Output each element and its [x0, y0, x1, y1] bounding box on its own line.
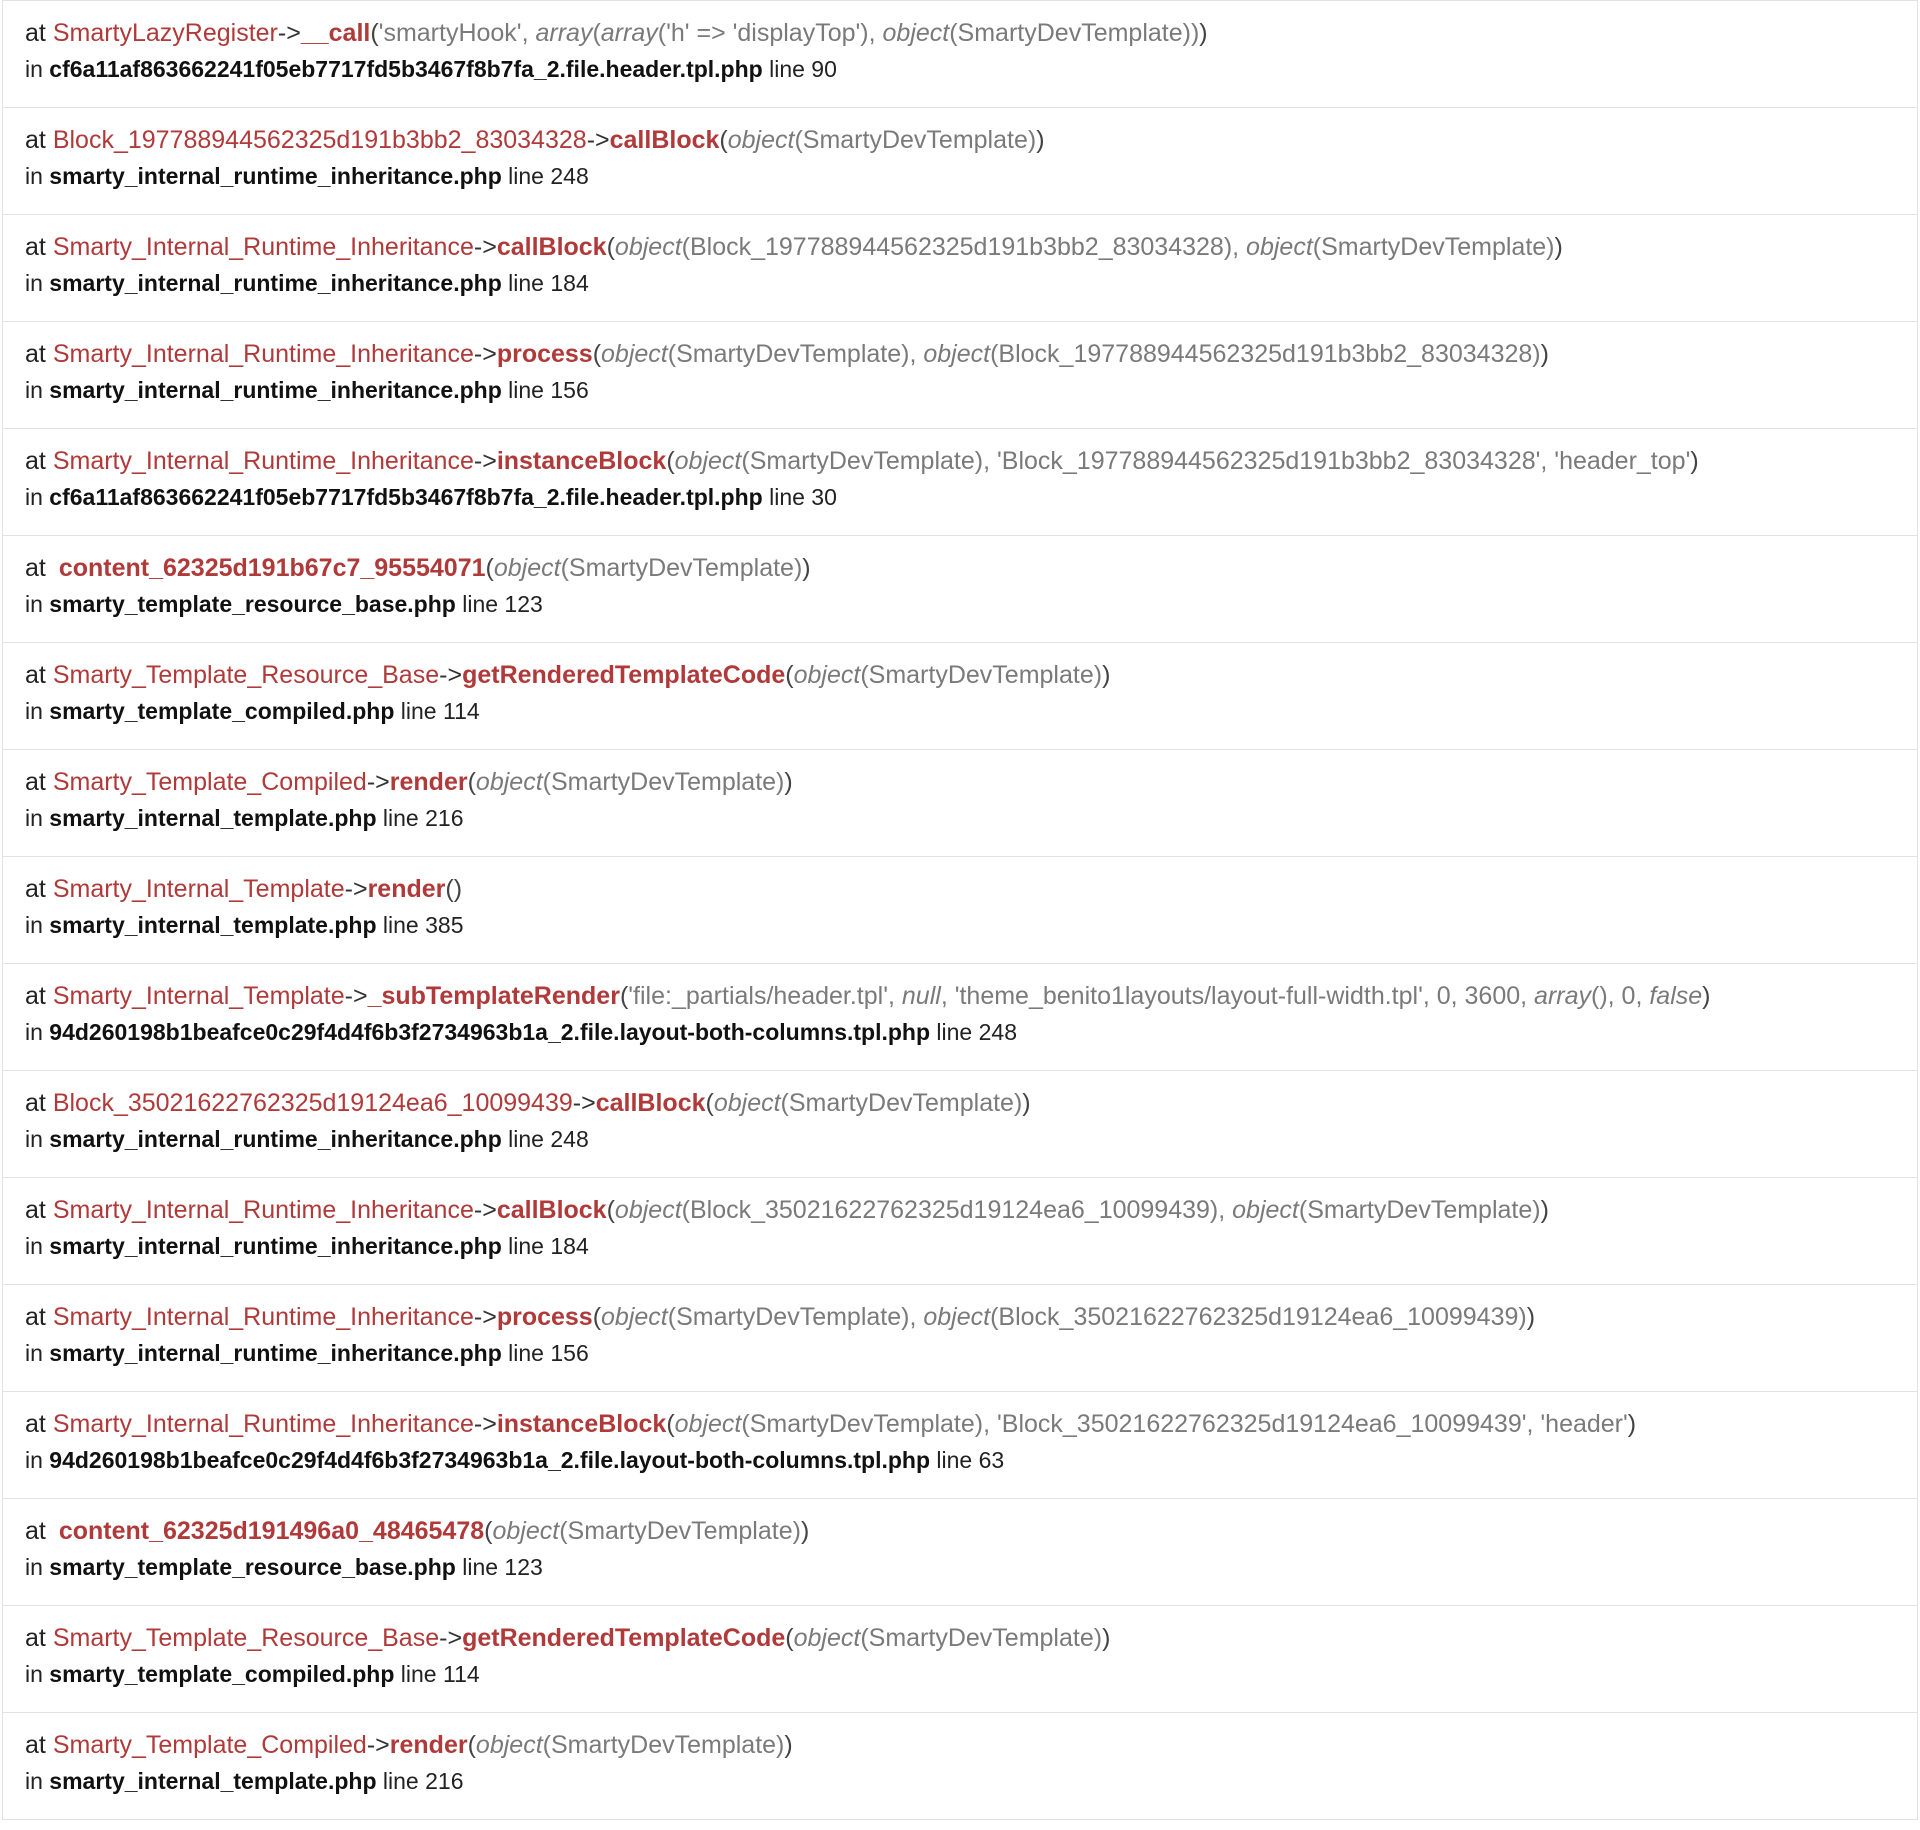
frame-line-label: line: [382, 1768, 419, 1794]
at-label: at: [25, 1303, 46, 1331]
stack-frame: [2, 1071, 1918, 1178]
argument-type-keyword: object: [923, 1303, 991, 1331]
argument-value: (SmartyDevTemplate): [542, 768, 785, 796]
frame-function: __call: [300, 19, 371, 47]
close-paren: ): [1702, 982, 1711, 1010]
frame-line-label: line: [462, 1554, 499, 1580]
frame-arguments: [714, 1089, 1022, 1117]
method-arrow: ->: [473, 340, 497, 368]
open-paren: (: [606, 233, 615, 261]
frame-line-number: 114: [443, 698, 480, 724]
frame-line-label: line: [508, 270, 544, 296]
frame-class: Smarty_Internal_Runtime_Inheritance: [52, 1410, 474, 1438]
frame-call-line: [25, 337, 1917, 373]
close-paren: ): [1627, 1410, 1637, 1438]
frame-arguments: [615, 1196, 1541, 1224]
method-arrow: ->: [344, 982, 368, 1010]
frame-file: cf6a11af863662241f05eb7717fd5b3467f8b7fa_2.file.header.tpl.php: [49, 56, 763, 82]
in-label: in: [25, 56, 43, 82]
stack-frame: [2, 964, 1918, 1071]
frame-class: Smarty_Internal_Runtime_Inheritance: [52, 1303, 474, 1331]
in-label: in: [25, 377, 43, 403]
argument-value: (SmartyDevTemplate),: [667, 340, 924, 368]
close-paren: ): [1690, 447, 1699, 475]
close-paren: ): [1036, 126, 1045, 154]
argument-type-keyword: object: [492, 1517, 560, 1545]
method-arrow: ->: [572, 1089, 596, 1117]
frame-function: process: [496, 1303, 593, 1331]
frame-class: Smarty_Template_Compiled: [52, 768, 367, 796]
frame-class: Smarty_Internal_Runtime_Inheritance: [52, 1196, 474, 1224]
frame-arguments: [628, 982, 1702, 1010]
frame-arguments: [379, 19, 1200, 47]
stack-frame: [2, 1178, 1918, 1285]
argument-type-keyword: object: [713, 1089, 781, 1117]
argument-type-keyword: object: [1246, 233, 1313, 261]
frame-call-line: [25, 1728, 1917, 1764]
frame-line-number: 248: [550, 1126, 589, 1152]
close-paren: ): [784, 1731, 793, 1759]
stack-frame: [2, 1606, 1918, 1713]
frame-class: Smarty_Internal_Template: [52, 875, 345, 903]
frame-line-number: 184: [550, 270, 589, 296]
frame-line-number: 248: [978, 1019, 1017, 1045]
frame-line-label: line: [508, 377, 544, 403]
frame-line-number: 123: [504, 591, 543, 617]
frame-line-number: 216: [425, 1768, 464, 1794]
frame-arguments: [476, 1731, 784, 1759]
in-label: in: [25, 912, 43, 938]
argument-value: (: [592, 19, 601, 47]
frame-line-number: 385: [425, 912, 464, 938]
stack-frame: [2, 1392, 1918, 1499]
close-paren: ): [784, 768, 793, 796]
frame-line-label: line: [769, 484, 805, 510]
frame-call-line: [25, 1300, 1917, 1336]
stack-frame: [2, 536, 1918, 643]
at-label: at: [25, 340, 46, 368]
frame-line-label: line: [769, 56, 805, 82]
frame-class: Smarty_Template_Compiled: [52, 1731, 367, 1759]
in-label: in: [25, 698, 43, 724]
in-label: in: [25, 591, 43, 617]
frame-line-number: 156: [550, 377, 589, 403]
frame-file: smarty_template_compiled.php: [49, 1661, 395, 1687]
frame-line-number: 63: [978, 1447, 1005, 1473]
frame-location-line: [25, 1550, 1917, 1586]
frame-class: Smarty_Internal_Runtime_Inheritance: [52, 233, 474, 261]
frame-class: Smarty_Template_Resource_Base: [52, 1624, 440, 1652]
frame-line-label: line: [508, 1126, 544, 1152]
open-paren: (: [719, 126, 728, 154]
frame-file: smarty_internal_template.php: [49, 912, 377, 938]
frame-class: Block_35021622762325d19124ea6_10099439: [52, 1089, 573, 1117]
frame-location-line: [25, 159, 1917, 195]
close-paren: ): [1540, 340, 1549, 368]
at-label: at: [25, 768, 46, 796]
close-paren: ): [453, 875, 463, 903]
frame-call-line: [25, 16, 1917, 52]
argument-type-keyword: object: [1232, 1196, 1299, 1224]
frame-line-label: line: [936, 1019, 973, 1045]
in-label: in: [25, 1233, 43, 1259]
frame-function: getRenderedTemplateCode: [462, 661, 786, 689]
close-paren: ): [1540, 1196, 1549, 1224]
close-paren: ): [1526, 1303, 1536, 1331]
argument-value: (Block_35021622762325d19124ea6_10099439),: [681, 1196, 1233, 1224]
frame-line-label: line: [508, 1340, 544, 1366]
at-label: at: [25, 1089, 46, 1117]
open-paren: (: [666, 447, 675, 475]
frame-file: smarty_internal_runtime_inheritance.php: [49, 1126, 502, 1152]
open-paren: (: [592, 340, 602, 368]
in-label: in: [25, 1447, 43, 1473]
frame-location-line: [25, 801, 1917, 837]
frame-file: smarty_internal_template.php: [49, 1768, 377, 1794]
frame-location-line: [25, 908, 1917, 944]
stack-frame: [2, 429, 1918, 536]
frame-arguments: [794, 1624, 1102, 1652]
argument-value: ('h' => 'displayTop'),: [657, 19, 883, 47]
close-paren: ): [1102, 661, 1111, 689]
frame-file: cf6a11af863662241f05eb7717fd5b3467f8b7fa_2.file.header.tpl.php: [49, 484, 763, 510]
frame-class: Smarty_Template_Resource_Base: [52, 661, 440, 689]
at-label: at: [25, 1731, 46, 1759]
frame-arguments: [675, 447, 1691, 475]
method-arrow: ->: [473, 1196, 497, 1224]
argument-type-keyword: object: [793, 661, 861, 689]
frame-call-line: [25, 1407, 1917, 1443]
stack-trace: [2, 0, 1918, 1820]
in-label: in: [25, 163, 43, 189]
frame-class: Smarty_Internal_Template: [52, 982, 345, 1010]
frame-function: callBlock: [496, 1196, 607, 1224]
argument-type-keyword: object: [601, 340, 668, 368]
open-paren: (: [484, 1517, 493, 1545]
frame-line-label: line: [462, 591, 499, 617]
argument-type-keyword: object: [614, 233, 682, 261]
argument-value: (SmartyDevTemplate): [794, 126, 1037, 154]
argument-type-keyword: null: [901, 982, 941, 1010]
at-label: at: [25, 126, 46, 154]
open-paren: (: [785, 1624, 794, 1652]
stack-frame: [2, 857, 1918, 964]
frame-line-label: line: [382, 805, 419, 831]
frame-arguments: [675, 1410, 1628, 1438]
frame-line-label: line: [400, 698, 437, 724]
frame-function: render: [389, 1731, 468, 1759]
frame-arguments: [794, 661, 1102, 689]
frame-line-label: line: [382, 912, 419, 938]
argument-value: (), 0,: [1591, 982, 1650, 1010]
frame-line-label: line: [400, 1661, 437, 1687]
argument-type-keyword: object: [614, 1196, 682, 1224]
frame-location-line: [25, 1657, 1917, 1693]
frame-file: smarty_internal_runtime_inheritance.php: [49, 1340, 502, 1366]
argument-type-keyword: object: [475, 768, 543, 796]
frame-file: smarty_template_compiled.php: [49, 698, 395, 724]
frame-class: Block_197788944562325d191b3bb2_83034328: [52, 126, 587, 154]
frame-location-line: [25, 587, 1917, 623]
argument-type-keyword: object: [493, 554, 561, 582]
frame-class: Smarty_Internal_Runtime_Inheritance: [52, 447, 474, 475]
frame-call-line: [25, 979, 1917, 1015]
frame-arguments: [492, 1517, 800, 1545]
argument-type-keyword: object: [601, 1303, 668, 1331]
frame-line-number: 156: [550, 1340, 589, 1366]
argument-value: 'smartyHook',: [378, 19, 536, 47]
in-label: in: [25, 1126, 43, 1152]
argument-value: (SmartyDevTemplate): [560, 554, 803, 582]
argument-value: (Block_35021622762325d19124ea6_10099439): [990, 1303, 1527, 1331]
frame-call-line: [25, 872, 1917, 908]
frame-class: SmartyLazyRegister: [52, 19, 278, 47]
frame-call-line: [25, 765, 1917, 801]
stack-frame: [2, 750, 1918, 857]
open-paren: (: [619, 982, 629, 1010]
in-label: in: [25, 1554, 43, 1580]
open-paren: (: [666, 1410, 675, 1438]
in-label: in: [25, 1768, 43, 1794]
stack-frame: [2, 1713, 1918, 1820]
open-paren: (: [785, 661, 794, 689]
argument-type-keyword: array: [535, 19, 593, 47]
frame-call-line: [25, 658, 1917, 694]
stack-frame: [2, 1, 1918, 108]
at-label: at: [25, 1196, 46, 1224]
frame-line-number: 184: [550, 1233, 589, 1259]
frame-arguments: [615, 233, 1555, 261]
frame-file: 94d260198b1beafce0c29f4d4f6b3f2734963b1a_2.file.layout-both-columns.tpl.php: [49, 1019, 931, 1045]
frame-function: instanceBlock: [496, 1410, 667, 1438]
close-paren: ): [1022, 1089, 1031, 1117]
frame-function: _subTemplateRender: [367, 982, 620, 1010]
at-label: at: [25, 233, 46, 261]
frame-file: smarty_template_resource_base.php: [49, 591, 456, 617]
argument-value: (Block_197788944562325d191b3bb2_83034328): [990, 340, 1541, 368]
frame-location-line: [25, 1336, 1917, 1372]
at-label: at: [25, 1410, 46, 1438]
argument-type-keyword: object: [674, 1410, 742, 1438]
frame-call-line: [25, 1621, 1917, 1657]
frame-call-line: [25, 1514, 1917, 1550]
frame-location-line: [25, 373, 1917, 409]
argument-value: (Block_197788944562325d191b3bb2_83034328),: [681, 233, 1247, 261]
argument-type-keyword: array: [1534, 982, 1592, 1010]
argument-value: (SmartyDevTemplate): [542, 1731, 785, 1759]
frame-file: 94d260198b1beafce0c29f4d4f6b3f2734963b1a_2.file.layout-both-columns.tpl.php: [49, 1447, 931, 1473]
at-label: at: [25, 19, 46, 47]
at-label: at: [25, 661, 46, 689]
argument-type-keyword: object: [923, 340, 991, 368]
in-label: in: [25, 1661, 43, 1687]
frame-call-line: [25, 1193, 1917, 1229]
stack-frame: [2, 1285, 1918, 1392]
open-paren: (: [606, 1196, 615, 1224]
method-arrow: ->: [366, 1731, 390, 1759]
method-arrow: ->: [473, 233, 497, 261]
method-arrow: ->: [473, 1303, 497, 1331]
frame-line-number: 248: [550, 163, 589, 189]
argument-type-keyword: object: [882, 19, 950, 47]
argument-value: (SmartyDevTemplate),: [667, 1303, 924, 1331]
argument-type-keyword: object: [727, 126, 795, 154]
frame-function: render: [389, 768, 468, 796]
open-paren: (: [370, 19, 379, 47]
at-label: at: [25, 1517, 46, 1545]
frame-class: Smarty_Internal_Runtime_Inheritance: [52, 340, 474, 368]
frame-location-line: [25, 1015, 1917, 1051]
in-label: in: [25, 270, 43, 296]
argument-value: , 'theme_benito1layouts/layout-full-width.tpl', 0, 3600,: [940, 982, 1535, 1010]
open-paren: (: [705, 1089, 714, 1117]
frame-line-number: 90: [811, 56, 837, 82]
close-paren: ): [800, 1517, 810, 1545]
frame-file: smarty_internal_runtime_inheritance.php: [49, 1233, 502, 1259]
frame-call-line: [25, 1086, 1917, 1122]
frame-function: callBlock: [609, 126, 720, 154]
argument-value: (SmartyDevTemplate): [860, 1624, 1103, 1652]
argument-value: (SmartyDevTemplate): [860, 661, 1103, 689]
in-label: in: [25, 1019, 43, 1045]
stack-frame: [2, 215, 1918, 322]
stack-frame: [2, 322, 1918, 429]
frame-arguments: [601, 340, 1541, 368]
method-arrow: ->: [586, 126, 610, 154]
frame-location-line: [25, 52, 1917, 88]
argument-value: 'file:_partials/header.tpl',: [628, 982, 902, 1010]
argument-value: (SmartyDevTemplate), 'Block_197788944562325d191b3bb2_83034328', 'header_top': [741, 447, 1691, 475]
frame-function: callBlock: [496, 233, 607, 261]
frame-function: instanceBlock: [496, 447, 667, 475]
method-arrow: ->: [473, 447, 497, 475]
frame-line-number: 216: [425, 805, 464, 831]
argument-type-keyword: object: [475, 1731, 543, 1759]
argument-value: (SmartyDevTemplate): [780, 1089, 1023, 1117]
argument-value: (SmartyDevTemplate): [1298, 1196, 1541, 1224]
frame-function: content_62325d191b67c7_95554071: [58, 554, 486, 582]
frame-call-line: [25, 123, 1917, 159]
at-label: at: [25, 554, 46, 582]
frame-call-line: [25, 230, 1917, 266]
frame-file: smarty_internal_runtime_inheritance.php: [49, 270, 502, 296]
frame-line-label: line: [936, 1447, 973, 1473]
open-paren: (: [592, 1303, 602, 1331]
frame-line-number: 123: [504, 1554, 543, 1580]
at-label: at: [25, 1624, 46, 1652]
frame-location-line: [25, 1229, 1917, 1265]
at-label: at: [25, 447, 46, 475]
frame-line-label: line: [508, 163, 544, 189]
frame-line-number: 30: [811, 484, 837, 510]
open-paren: (: [485, 554, 494, 582]
open-paren: (: [467, 768, 476, 796]
method-arrow: ->: [439, 1624, 463, 1652]
at-label: at: [25, 875, 46, 903]
frame-location-line: [25, 480, 1917, 516]
frame-location-line: [25, 1764, 1917, 1800]
open-paren: (: [445, 875, 454, 903]
argument-value: (SmartyDevTemplate): [1312, 233, 1555, 261]
argument-value: (SmartyDevTemplate), 'Block_35021622762325d19124ea6_10099439', 'header': [741, 1410, 1628, 1438]
in-label: in: [25, 805, 43, 831]
frame-location-line: [25, 1122, 1917, 1158]
method-arrow: ->: [439, 661, 463, 689]
argument-value: (SmartyDevTemplate): [559, 1517, 801, 1545]
frame-call-line: [25, 444, 1917, 480]
at-label: at: [25, 982, 46, 1010]
frame-arguments: [728, 126, 1036, 154]
close-paren: ): [1554, 233, 1563, 261]
frame-call-line: [25, 551, 1917, 587]
in-label: in: [25, 1340, 43, 1366]
method-arrow: ->: [366, 768, 390, 796]
frame-location-line: [25, 1443, 1917, 1479]
close-paren: ): [1102, 1624, 1111, 1652]
frame-arguments: [476, 768, 784, 796]
frame-arguments: [494, 554, 802, 582]
frame-line-label: line: [508, 1233, 544, 1259]
stack-frame: [2, 643, 1918, 750]
frame-file: smarty_internal_template.php: [49, 805, 377, 831]
method-arrow: ->: [344, 875, 368, 903]
frame-function: callBlock: [595, 1089, 706, 1117]
in-label: in: [25, 484, 43, 510]
argument-value: (SmartyDevTemplate)): [949, 19, 1200, 47]
argument-type-keyword: false: [1649, 982, 1703, 1010]
close-paren: ): [1199, 19, 1208, 47]
argument-type-keyword: object: [674, 447, 742, 475]
frame-file: smarty_template_resource_base.php: [49, 1554, 456, 1580]
frame-file: smarty_internal_runtime_inheritance.php: [49, 377, 502, 403]
frame-function: process: [496, 340, 593, 368]
frame-function: content_62325d191496a0_48465478: [58, 1517, 485, 1545]
frame-file: smarty_internal_runtime_inheritance.php: [49, 163, 502, 189]
close-paren: ): [802, 554, 811, 582]
frame-location-line: [25, 266, 1917, 302]
frame-function: render: [367, 875, 446, 903]
open-paren: (: [467, 1731, 476, 1759]
frame-location-line: [25, 694, 1917, 730]
method-arrow: ->: [473, 1410, 497, 1438]
frame-arguments: [601, 1303, 1527, 1331]
frame-function: getRenderedTemplateCode: [462, 1624, 786, 1652]
method-arrow: ->: [277, 19, 301, 47]
stack-frame: [2, 108, 1918, 215]
argument-type-keyword: array: [600, 19, 658, 47]
argument-type-keyword: object: [793, 1624, 861, 1652]
frame-line-number: 114: [443, 1661, 480, 1687]
stack-frame: [2, 1499, 1918, 1606]
